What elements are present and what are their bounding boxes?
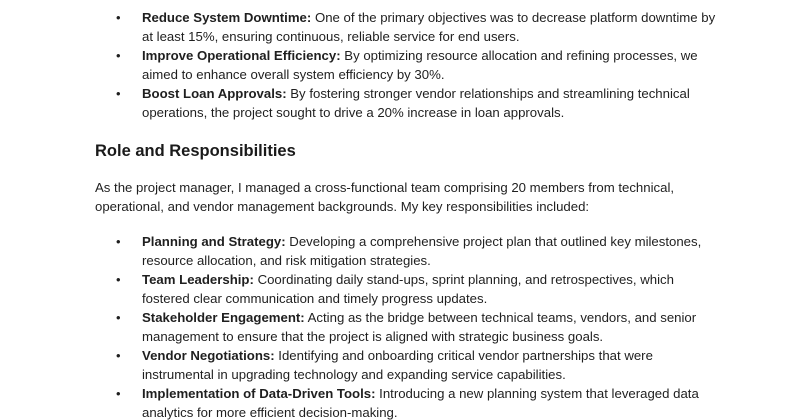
bullet-icon: •: [116, 48, 121, 63]
section-heading: Role and Responsibilities: [95, 142, 296, 160]
list-item: [0, 84, 800, 122]
list-item-text: One of the primary objectives was to decrease platform downtime by at least 15%, ensuring continuous, reliable service for end users.: [142, 10, 716, 44]
bullet-icon: •: [116, 386, 121, 401]
list-item-text: Developing a comprehensive project plan that outlined key milestones, resource allocation, and risk mitigation strategies.: [142, 234, 702, 268]
list-item-text: By optimizing resource allocation and refining processes, we aimed to enhance overall system efficiency by 30%.: [142, 48, 698, 82]
bullet-icon: •: [116, 272, 121, 287]
responsibilities-list: [0, 232, 800, 420]
section-intro-paragraph: As the project manager, I managed a cross-functional team comprising 20 members from technical, operational, and vendor management backgrounds. My key responsibilities included:: [95, 180, 675, 214]
list-item-title: Boost Loan Approvals:: [142, 86, 287, 101]
list-item-title: Stakeholder Engagement:: [142, 310, 305, 325]
list-item-text: Introducing a new planning system that leveraged data analytics for more efficient decision-making.: [142, 386, 699, 420]
list-item: [0, 232, 800, 270]
bullet-icon: •: [116, 234, 121, 249]
list-item-title: Planning and Strategy:: [142, 234, 286, 249]
bullet-icon: •: [116, 348, 121, 363]
objectives-list: [0, 8, 800, 122]
list-item-text: Acting as the bridge between technical teams, vendors, and senior management to ensure that the project is aligned with strategic business goals.: [142, 310, 697, 344]
list-item-text: Identifying and onboarding critical vendor partnerships that were instrumental in upgrading technology and expanding service capabilities.: [142, 348, 653, 382]
bullet-icon: •: [116, 310, 121, 325]
bullet-icon: •: [116, 86, 121, 101]
list-item-title: Reduce System Downtime:: [142, 10, 312, 25]
list-item-text: By fostering stronger vendor relationships and streamlining technical operations, the project sought to drive a 20% increase in loan approvals.: [142, 86, 690, 120]
bullet-icon: •: [116, 10, 121, 25]
list-item-title: Implementation of Data-Driven Tools:: [142, 386, 376, 401]
list-item: [0, 346, 800, 384]
list-item: [0, 308, 800, 346]
list-item-title: Improve Operational Efficiency:: [142, 48, 341, 63]
list-item: [0, 270, 800, 308]
list-item-text: Coordinating daily stand-ups, sprint planning, and retrospectives, which fostered clear communication and timely progress updates.: [142, 272, 674, 306]
list-item: [0, 8, 800, 46]
list-item-title: Team Leadership:: [142, 272, 254, 287]
list-item: [0, 46, 800, 84]
list-item: [0, 384, 800, 420]
list-item-title: Vendor Negotiations:: [142, 348, 275, 363]
